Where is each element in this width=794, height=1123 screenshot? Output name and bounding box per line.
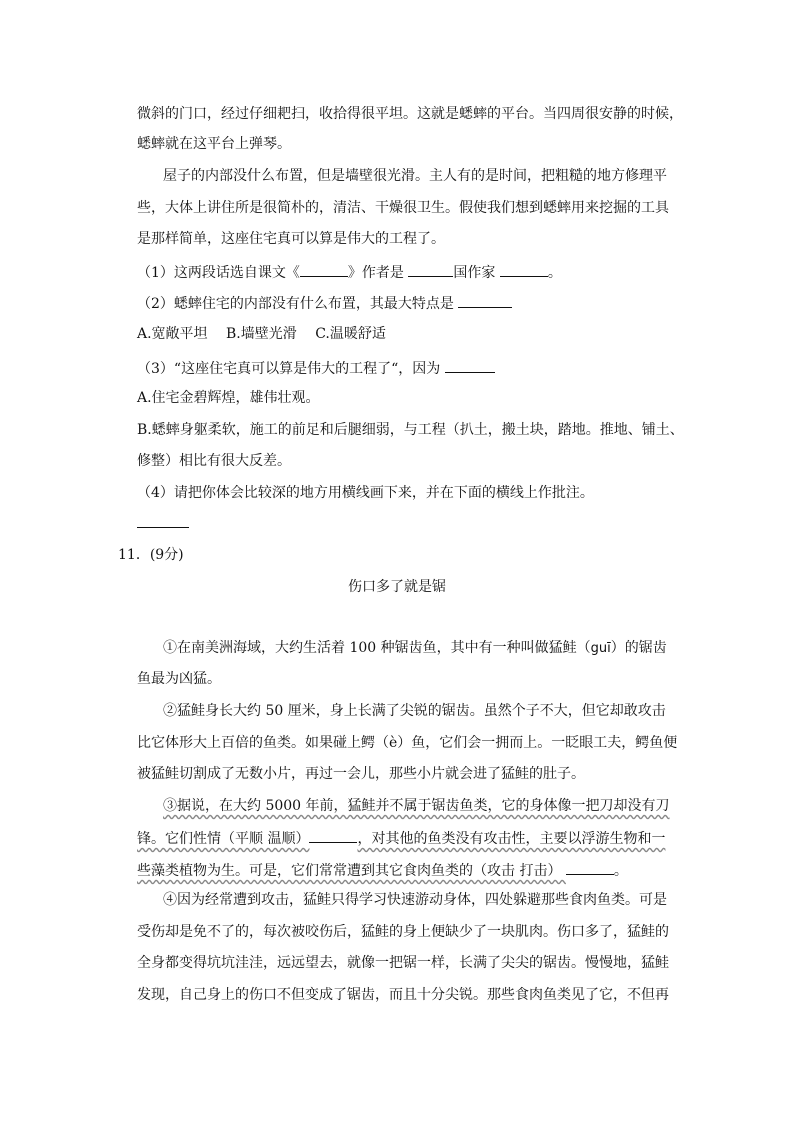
q10-sub1-text-d: 。 [547, 265, 562, 281]
answer-blank-word-2[interactable] [566, 859, 614, 875]
q11-para3-text-b: ，对其他的鱼类没有攻击性，主要以浮游生物和一 [357, 831, 666, 847]
q10-sub4-answer-line [137, 512, 189, 532]
passage-para2-line-3: 是那样简单，这座住宅真可以算是伟大的工程了。 [137, 231, 445, 247]
q10-sub1-text-b: 》作者是 [347, 265, 409, 281]
q11-pinyin: guī [590, 641, 611, 656]
q10-sub4: （4）请把你体会比较深的地方用横线画下来，并在下面的横线上作批注。 [137, 485, 594, 501]
q11-para2-line-2: 比它体形大上百倍的鱼类。如果碰上鳄（è）鱼，它们会一拥而上。一眨眼工夫，鳄鱼便 [137, 735, 678, 751]
q10-sub3-option-b-line2: 修整）相比有很大反差。 [137, 453, 291, 469]
question-11-number: 11．(9分) [118, 547, 184, 563]
q10-sub3-option-b-line1: B.蟋蟀身躯柔软，施工的前足和后腿细弱，与工程（扒土，搬土块，踏地。推地、铺土、 [137, 422, 684, 438]
q10-sub1-text-a: （1）这两段话选自课文《 [137, 265, 300, 281]
q11-para3-line-1: ③据说，在大约 5000 年前，猛鲑并不属于锯齿鱼类，它的身体像一把刀却没有刀 [163, 798, 670, 814]
answer-blank-author[interactable] [500, 261, 548, 277]
q11-para2-line-3: 被猛鲑切割成了无数小片，再过一会儿，那些小片就会进了猛鲑的肚子。 [137, 766, 585, 782]
answer-blank-sub3[interactable] [445, 357, 495, 373]
answer-blank-sub2[interactable] [458, 292, 512, 308]
answer-blank-country[interactable] [408, 261, 453, 277]
question-11-title: 伤口多了就是锯 [348, 579, 446, 595]
answer-blank-sub4[interactable] [137, 512, 189, 528]
q11-para4-line-3: 全身都变得坑坑洼洼，远远望去，就像一把锯一样，长满了尖尖的锯齿。慢慢地，猛鲑 [137, 955, 669, 971]
answer-blank-word-1[interactable] [309, 827, 357, 843]
q10-sub1 [137, 261, 562, 281]
q10-sub3-text: （3）“这座住宅真可以算是伟大的工程了“，因为 [137, 361, 445, 377]
q11-para1-line-2: 鱼最为凶猛。 [137, 671, 221, 687]
q10-sub2-options: A.宽敞平坦 B.墙壁光滑 C.温暖舒适 [137, 326, 386, 342]
q11-para2-line-1: ②猛鲑身长大约 50 厘米，身上长满了尖锐的锯齿。虽然个子不大，但它却敢攻击 [163, 703, 666, 719]
q11-para4-line-2: 受伤却是免不了的，每次被咬伤后，猛鲑的身上便缺少了一块肌肉。伤口多了，猛鲑的 [137, 924, 669, 940]
passage-line-2: 蟋蟀就在这平台上弹琴。 [137, 136, 291, 152]
passage-para2-line-2: 些，大体上讲住所是很简朴的，清洁、干燥很卫生。假使我们想到蟋蟀用来挖掘的工具 [137, 200, 669, 216]
q11-para1-text-a: ①在南美洲海域，大约生活着 100 种锯齿鱼，其中有一种叫做猛鲑（ [163, 640, 591, 656]
q11-para4-line-1: ④因为经常遭到攻击，猛鲑只得学习快速游动身体，四处躲避那些食肉鱼类。可是 [163, 892, 667, 908]
q11-para1-text-b: ）的锯齿 [610, 640, 667, 656]
q10-sub2-text: （2）蟋蟀住宅的内部没有什么布置，其最大特点是 [137, 296, 459, 312]
q11-para3-text-a: 锋。它们性情（平顺 温顺） [137, 831, 310, 847]
q10-sub3 [137, 357, 495, 377]
q11-para1-line-1 [163, 638, 667, 658]
q11-para4-line-4: 发现，自己身上的伤口不但变成了锯齿，而且十分尖锐。那些食肉鱼类见了它，不但再 [137, 987, 669, 1003]
q11-para3-text-c: 些藻类植物为生。可是，它们常常遭到其它食肉鱼类的（攻击 打击） [137, 863, 566, 879]
q10-sub2 [137, 292, 512, 312]
passage-para2-line-1: 屋子的内部没什么布置，但是墙壁很光滑。主人有的是时间，把粗糙的地方修理平 [163, 168, 667, 184]
q10-sub3-option-a: A.住宅金碧辉煌，雄伟壮观。 [137, 390, 320, 406]
answer-blank-lesson[interactable] [300, 261, 348, 277]
q11-para3-line-3 [137, 859, 628, 879]
passage-line-1: 微斜的门口，经过仔细耙扫，收拾得很平坦。这就是蟋蟀的平台。当四周很安静的时候， [137, 106, 683, 122]
q11-para3-line-2 [137, 827, 665, 847]
q11-para3-text-d: 。 [613, 863, 628, 879]
q10-sub1-text-c: 国作家 [453, 265, 500, 281]
